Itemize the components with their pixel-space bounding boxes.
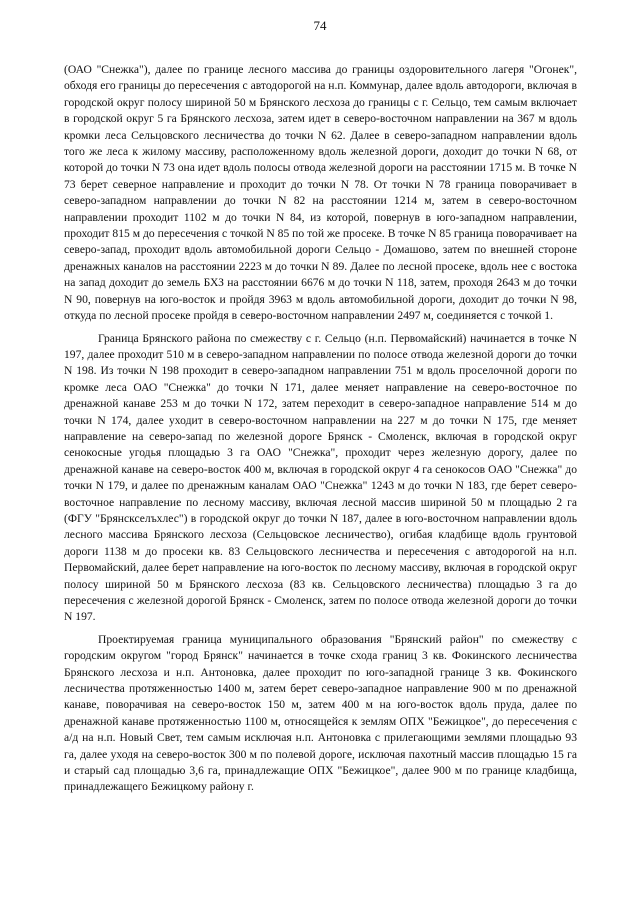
paragraph-bryansk-border: Проектируемая граница муниципального образования "Брянский район" по смежеству с городским округом "город Брянск" начинается в точке схода границ 3 кв. Фокинского лесничества Брянского лесхоза и н.п. Антоновка, далее проходит по юго-западной границе 3 кв. Фокинского лесничества протяженностью 1400 м, затем берет северо-западное направление 900 м по дренажной канаве, поворачивая на северо-восток 150 м, затем 400 м на юго-восток вдоль пруда, далее по дренажной канаве протяженностью 1100 м, относящейся к землям ОПХ "Бежицкое", до пересечения с а/д на н.п. Новый Свет, тем самым исключая н.п. Антоновка с прилегающими землями площадью 93 га, далее уходя на северо-восток 300 м по полевой дороге, исключая пахотный массив площадью 15 га и старый сад площадью 3,6 га, принадлежащие ОПХ "Бежицкое", далее 900 м по границе кладбища, принадлежащего Бежицкому району г. <box>64 632 577 794</box>
document-body <box>64 62 577 802</box>
page-number: 74 <box>313 18 327 33</box>
paragraph-continuation: (ОАО "Снежка"), далее по границе лесного массива до границы оздоровительного лагеря "Огонек", обходя его границы до пересечения с автодорогой на н.п. Коммунар, далее вдоль автодороги, включая в городской округ полосу шириной 50 м Брянского лесхоза до границы с г. Сельцо, тем самым включает в городской округ 5 га Брянского лесхоза, затем идет в северо-восточном направлении на 367 м вдоль кромки леса Сельцовского лесничества до точки N 62. Далее в северо-западном направлении вдоль того же леса к жилому массиву, расположенному вдоль железной дороги, доходит до точки N 68, от которой до точки N 73 она идет вдоль полосы отвода железной дороги на расстоянии 1715 м. В точке N 73 берет северное направление и проходит до точки N 78. От точки N 78 граница поворачивает в северо-западном направлении до точки N 82 на расстоянии 1214 м, затем в северо-восточном направлении проходит 1102 м до точки N 84, из которой, повернув в юго-западном направлении, проходит 815 м до пересечения с точкой N 85 по той же просеке. В точке N 85 граница поворачивает на северо-запад, проходит вдоль автомобильной дороги Сельцо - Домашово, затем по внешней стороне дренажных каналов на расстоянии 2223 м до точки N 89. Далее по лесной просеке, вдоль нее с востока на запад доходит до земель БХЗ на расстоянии 6676 м до точки N 118, затем, проходя 2643 м до точки N 90, повернув на юго-восток и пройдя 3963 м вдоль автомобильной дороги, доходит до точки N 98, откуда по лесной просеке пройдя в северо-восточном направлении 2497 м, соединяется с точкой 1. <box>64 63 577 323</box>
paragraph-seltso-border: Граница Брянского района по смежеству с г. Сельцо (н.п. Первомайский) начинается в точке N 197, далее проходит 510 м в северо-западном направлении по полосе отвода железной дороги до точки N 198. Из точки N 198 проходит в северо-западном направлении 751 м вдоль проселочной дороги по кромке леса ОАО "Снежка" до точки N 171, далее меняет направление на северо-восточное по дренажной канаве 253 м до точки N 172, затем переходит в северо-западное направление 514 м до точки N 174, далее уходит в северо-восточном направлении на 227 м до точки N 175, где меняет направление на северо-запад по железной дороге Брянск - Смоленск, включая в городской округ сенокосные угодья площадью 3 га ОАО "Снежка", проходит через железную дорогу, далее по дренажной канаве на северо-восток 400 м, включая в городской округ 4 га сенокосов ОАО "Снежка" до точки N 179, и далее по дренажным каналам ОАО "Снежка" 1243 м до точки N 183, где берет северо-восточное направление по лесному массиву, включая лесной массив шириной 50 м площадью 2 га (ФГУ "Брянскселъхлес") в городской округ до точки N 187, далее в юго-восточном направлении вдоль лесного массива Брянского лесхоза (Сельцовское лесничество), огибая кладбище вдоль грунтовой дороги 1138 м до просеки кв. 83 Сельцовского лесничества и пересечения с автодорогой на н.п. Первомайский, далее берет направление на юго-восток по лесному массиву, включая в городской округ полосу шириной 50 м Брянского лесхоза (83 кв. Сельцовского лесничества) площадью 3 га до пересечения с железной дорогой Брянск - Смоленск, затем по полосе отвода железной дороги до точки N 197. <box>64 331 577 624</box>
